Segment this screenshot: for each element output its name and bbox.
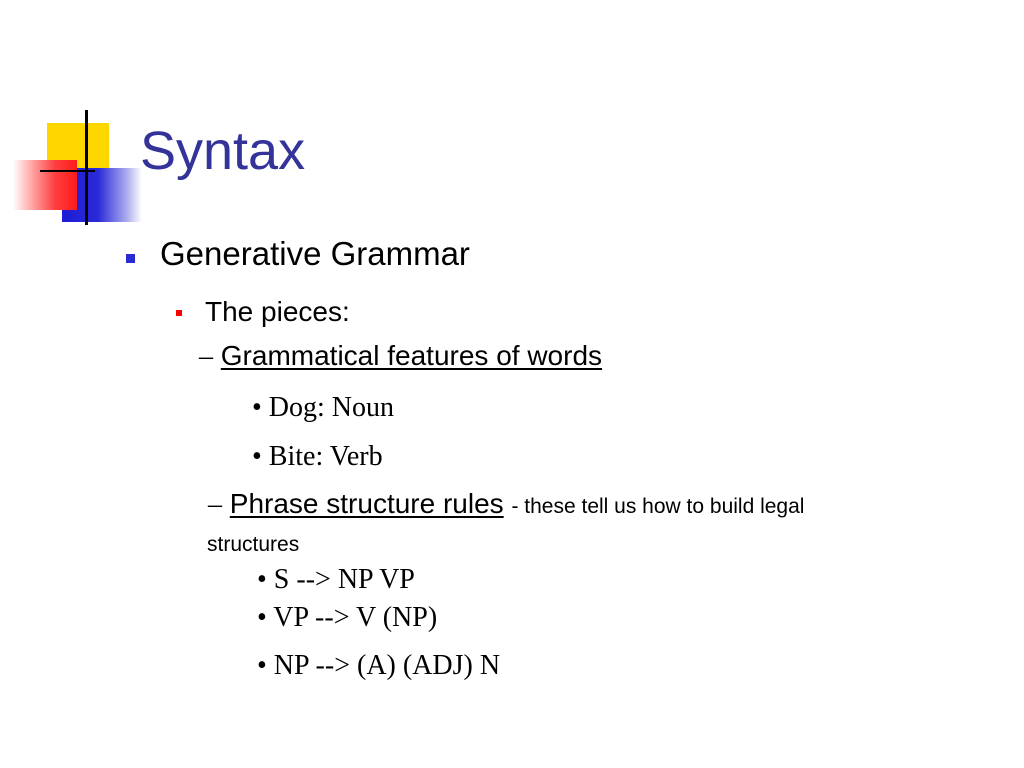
list-item: • NP --> (A) (ADJ) N (257, 650, 501, 681)
bullet-level2-text: The pieces: (205, 296, 350, 327)
bullet-level1-text: Generative Grammar (160, 235, 470, 272)
logo-vertical-line (85, 110, 88, 225)
list-item: • VP --> V (NP) (257, 602, 438, 633)
subsection-note-continuation: structures (207, 533, 300, 556)
list-item: • S --> NP VP (257, 564, 415, 595)
square-bullet-icon (126, 254, 135, 263)
subsection-heading: Grammatical features of words (220, 340, 603, 371)
dash-marker: – (208, 489, 222, 520)
slide-logo (0, 0, 160, 240)
subsection-phrase-structure-rules (208, 488, 804, 521)
list-item: • Dog: Noun (252, 392, 395, 423)
slide-title: Syntax (140, 121, 306, 181)
logo-horizontal-line (40, 170, 95, 172)
subsection-grammatical-features (199, 340, 602, 373)
square-bullet-icon (176, 310, 182, 316)
subsection-heading: Phrase structure rules (229, 488, 504, 519)
dash-marker: – (199, 341, 213, 372)
subsection-note: - these tell us how to build legal (511, 495, 805, 518)
list-item: • Bite: Verb (252, 441, 383, 472)
logo-red-block (13, 160, 77, 210)
